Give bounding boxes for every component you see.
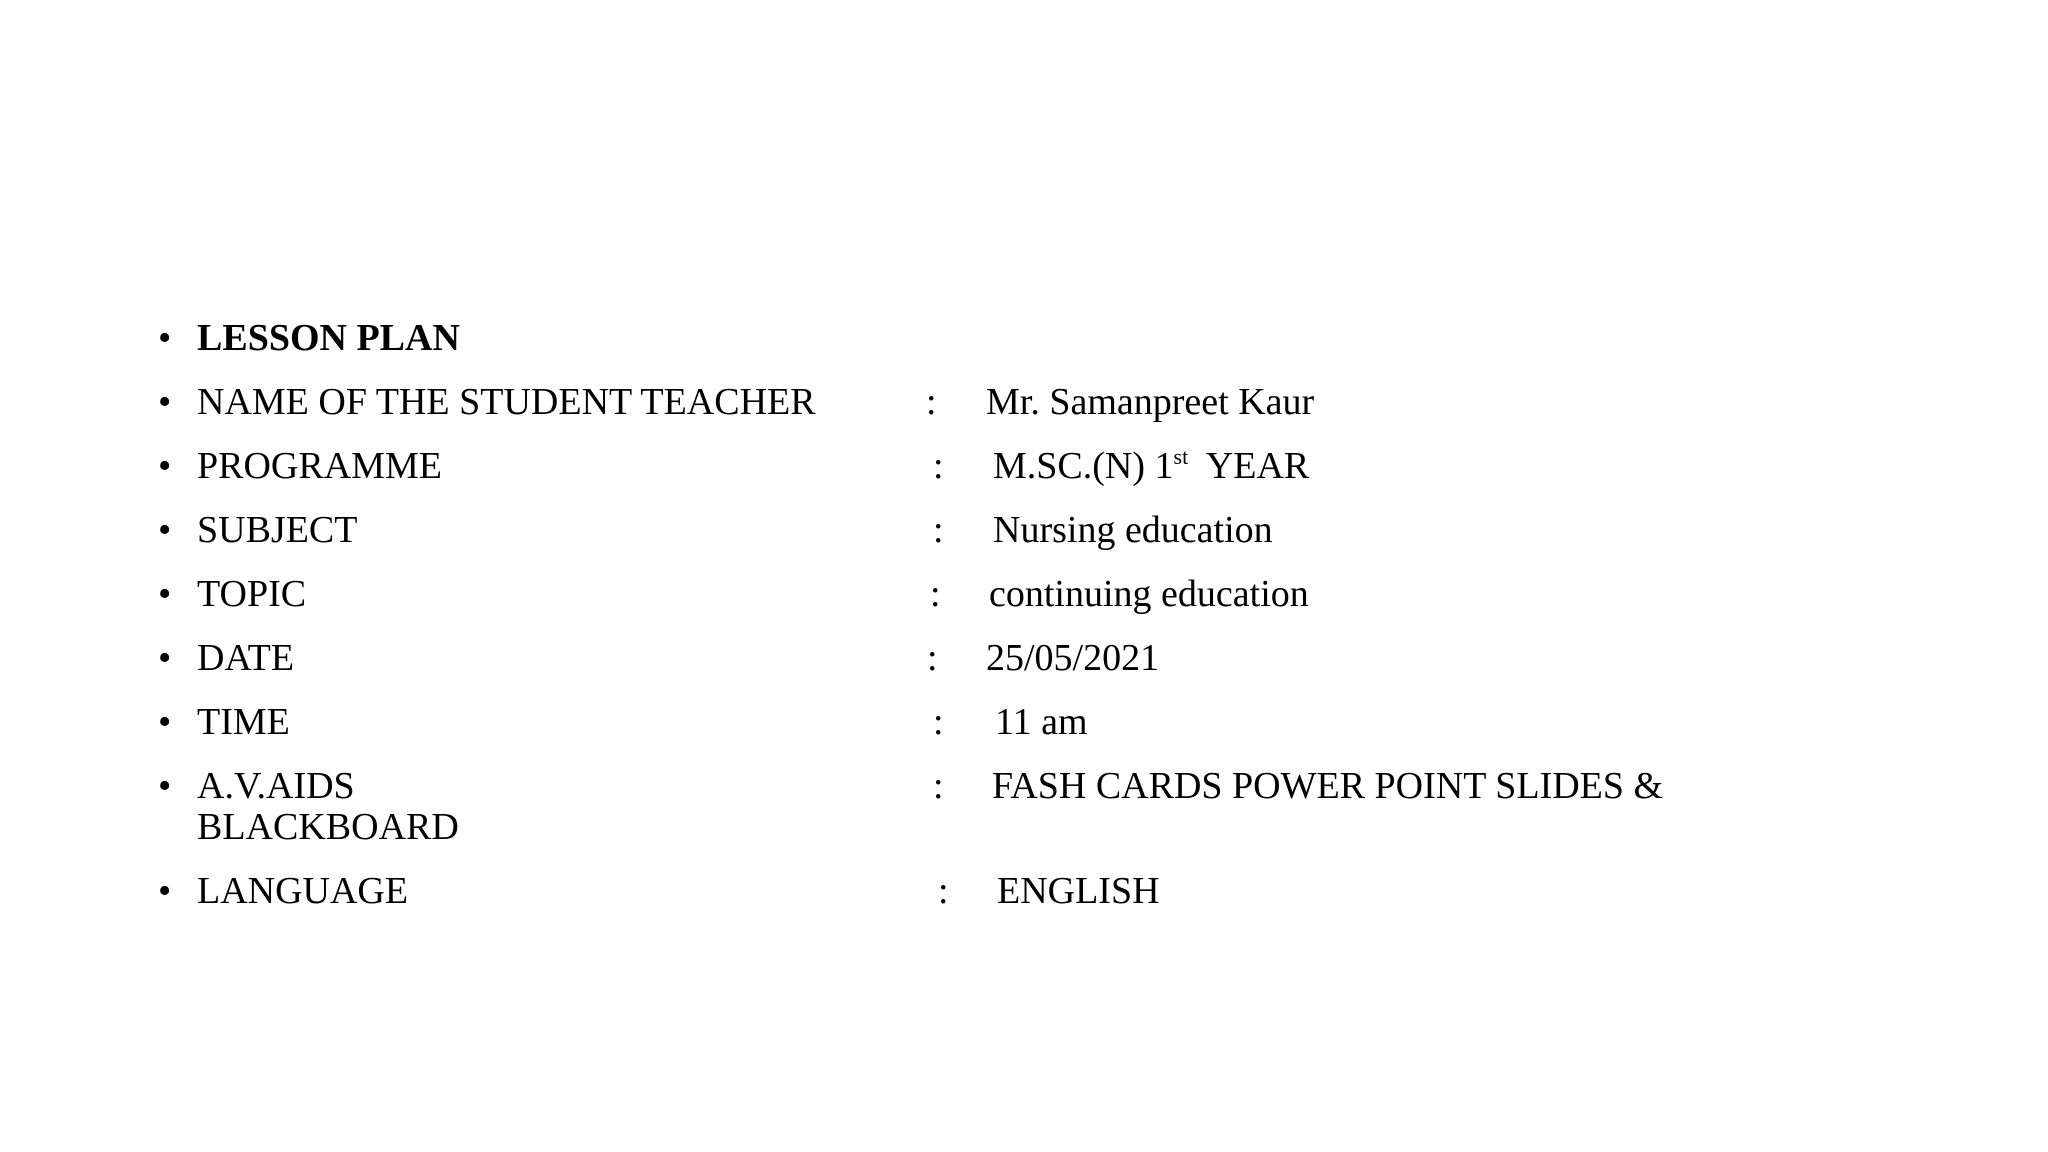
separator: : <box>927 637 938 679</box>
date-label: DATE <box>197 637 295 679</box>
student-teacher-label: NAME OF THE STUDENT TEACHER <box>197 381 816 423</box>
separator: : <box>926 381 937 423</box>
topic-value: continuing education <box>989 573 1309 615</box>
subject-label: SUBJECT <box>197 509 358 551</box>
time-value: 11 am <box>995 701 1088 743</box>
av-aids-value: FASH CARDS POWER POINT SLIDES & <box>992 765 1664 807</box>
programme-label: PROGRAMME <box>197 445 442 487</box>
av-aids-continuation: BLACKBOARD <box>197 806 459 848</box>
programme-value-prefix: M.SC.(N) 1 <box>993 445 1174 487</box>
programme-value <box>993 446 1309 486</box>
separator: : <box>933 701 944 743</box>
bullet: • <box>158 870 172 912</box>
language-label: LANGUAGE <box>197 870 409 912</box>
bullet: • <box>158 509 172 551</box>
separator: : <box>933 765 944 807</box>
separator: : <box>938 870 949 912</box>
programme-value-superscript: st <box>1173 444 1189 469</box>
language-value: ENGLISH <box>997 870 1160 912</box>
time-label: TIME <box>197 701 290 743</box>
subject-value: Nursing education <box>993 509 1273 551</box>
lesson-plan-heading: LESSON PLAN <box>197 317 460 359</box>
bullet: • <box>158 317 172 359</box>
topic-label: TOPIC <box>197 573 307 615</box>
av-aids-label: A.V.AIDS <box>197 765 355 807</box>
bullet: • <box>158 445 172 487</box>
bullet: • <box>158 573 172 615</box>
bullet: • <box>158 701 172 743</box>
bullet: • <box>158 381 172 423</box>
student-teacher-value: Mr. Samanpreet Kaur <box>986 381 1315 423</box>
bullet: • <box>158 637 172 679</box>
date-value: 25/05/2021 <box>986 637 1160 679</box>
bullet: • <box>158 765 172 807</box>
programme-value-suffix: YEAR <box>1188 445 1310 487</box>
separator: : <box>933 445 944 487</box>
separator: : <box>933 509 944 551</box>
separator: : <box>930 573 941 615</box>
